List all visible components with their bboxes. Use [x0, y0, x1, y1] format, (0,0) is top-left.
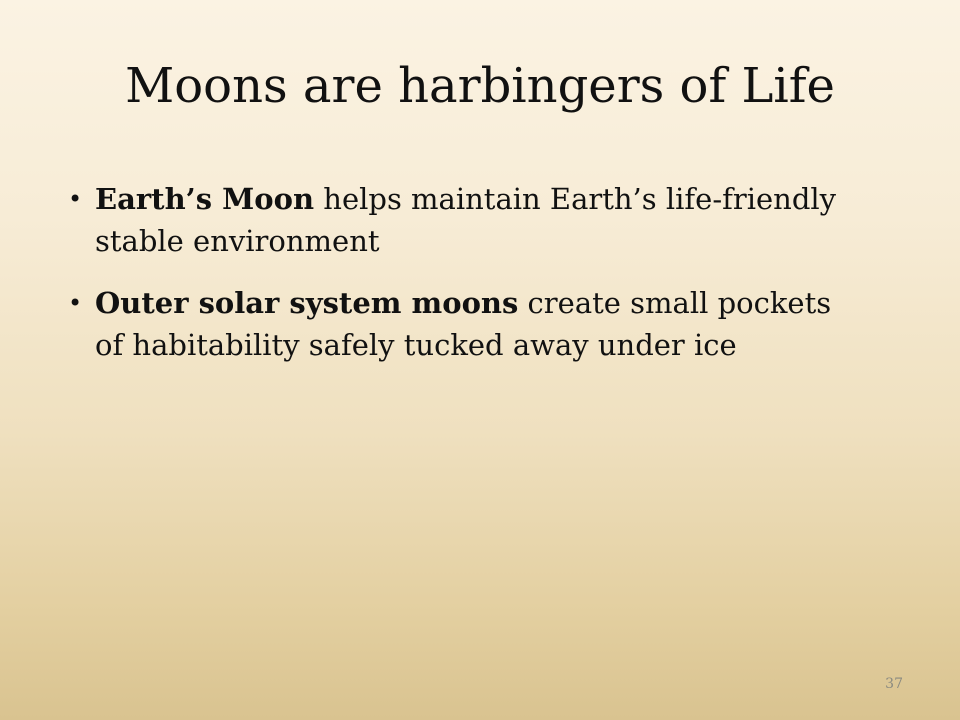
bullet-bold-text: Outer solar system moons	[95, 286, 519, 320]
bullet-dot-icon: •	[68, 185, 83, 213]
bullet-dot-icon: •	[68, 289, 83, 317]
slide-title: Moons are harbingers of Life	[125, 58, 835, 114]
bullet-item-earths-moon	[68, 178, 868, 262]
bullet-body-text: create small pockets of habitability safely tucked away under ice	[95, 286, 832, 362]
bullet-list	[68, 178, 868, 386]
bullet-bold-text: Earth’s Moon	[95, 182, 315, 216]
bullet-item-outer-moons	[68, 282, 868, 366]
bullet-body-text: helps maintain Earth’s life-friendly stable environment	[95, 182, 837, 258]
page-number: 37	[885, 676, 903, 692]
